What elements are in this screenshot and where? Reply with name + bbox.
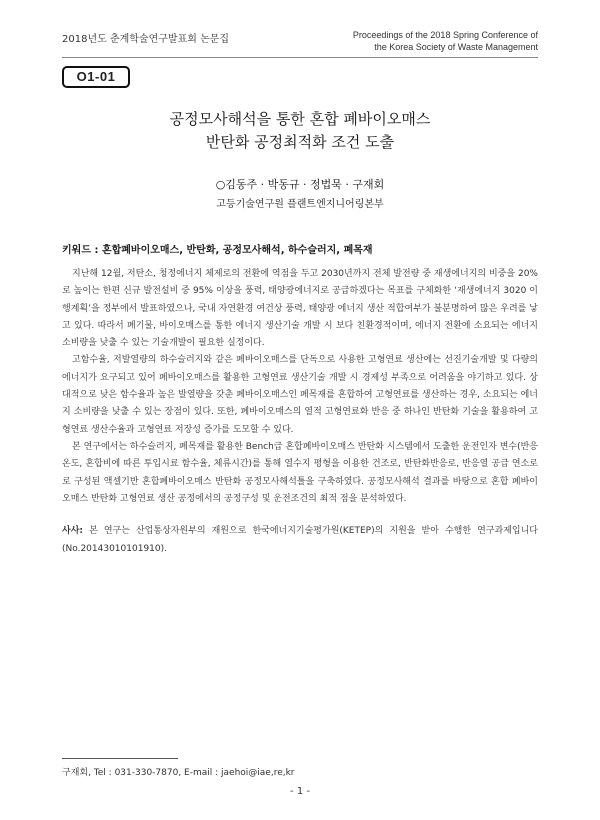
abstract-body (62, 266, 538, 508)
header-english-line2: the Korea Society of Waste Management (374, 42, 538, 52)
session-code-badge: O1-01 (62, 66, 130, 88)
page-number: - 1 - (290, 786, 310, 797)
paragraph-2: 고함수율, 저발열량의 하수슬러지와 같은 폐바이오매스를 단독으로 사용한 고형연료 생산에는 선진기술개발 및 다량의 에너지가 요구되고 있어 폐바이오매스를 활용한 고형연료 생산기술 개발 시 경제성 부족으로 어려움을 야기하고 있다. 상대적으로 낮은 함수율과 높은 발열량을 갖춘 폐바이오매스인 폐목재를 혼합하여 고형연료를 생산하는 경우, 소요되는 에너지 소비량을 낮출 수 있는 장점이 있다. 또한, 폐바이오매스의 열적 고형연료화 반응 중 하나인 반탄화 기술을 활용하여 고형연료 생산수율과 고형연료 저장성 증가를 도모할 수 있다. (62, 355, 538, 435)
header-divider (62, 57, 538, 58)
header-english-line1: Proceedings of the 2018 Spring Conference of (352, 30, 538, 40)
author-list: ○김동주 · 박동규 · 정법묵 · 구재회 (215, 178, 385, 191)
paragraph-3: 본 연구에서는 하수슬러지, 폐목재를 활용한 Bench급 혼합폐바이오매스 반탄화 시스템에서 도출한 운전인자 변수(반응온도, 혼합비에 따른 투입시료 함수율, 체류시간)를 통해 열수지 평형을 이용한 건조로, 반탄화반응로, 반응열 공급 연소로로 구성된 액셀기반 혼합폐바이오매스 반탄화 공정모사해석틀을 구축하였다. 공정모사해석 결과를 바탕으로 혼합 폐바이오매스 반탄화 고형연료 생산 공정에서의 공정구성 및 운전조건의 최적 점을 분석하였다. (62, 441, 538, 504)
corresponding-author-footnote: 구재회, Tel : 031-330-7870, E-mail : jaehoi@iae,re,kr (62, 768, 295, 778)
paragraph-1: 지난해 12월, 저탄소, 청정에너지 체제로의 전환에 역점을 두고 2030년까지 전체 발전량 중 재생에너지의 비중을 20%로 높이는 한편 신규 발전설비 중 95% 이상을 풍력, 태양광에너지로 공급하겠다는 목표를 구체화한 ‘재생에너지 3020 이행계획’을 정부에서 발표하였으나, 국내 자연환경 여건상 풍력, 태양광 에너지 생산 적합여부가 불분명하여 많은 우려를 낳고 있다. 따라서 폐기물, 바이오매스를 통한 에너지 생산기술 개발 시 보다 친환경적이며, 에너지 전환에 소요되는 에너지 소비량을 낮출 수 있는 기술개발이 필요한 실정이다. (62, 269, 538, 349)
title-line2: 반탄화 공정최적화 조건 도출 (205, 133, 395, 151)
acknowledgement-text: 본 연구는 산업통상자원부의 재원으로 한국에너지기술평가원(KETEP)의 지원을 받아 수행한 연구과제입니다(No.20143010101910). (62, 526, 538, 554)
keywords: 키워드 : 혼합폐바이오매스, 반탄화, 공정모사해석, 하수슬러지, 폐목재 (62, 245, 373, 256)
affiliation: 고등기술연구원 플랜트엔지니어링본부 (216, 199, 384, 210)
acknowledgement (62, 522, 538, 558)
paper-title (62, 108, 538, 154)
header-conference-english (353, 29, 538, 53)
header-conference-korean: 2018년도 춘계학술연구발표회 논문집 (62, 34, 230, 45)
title-line1: 공정모사해석을 통한 혼합 폐바이오매스 (169, 110, 431, 128)
acknowledgement-label: 사사: (62, 526, 83, 536)
footnote-divider (62, 758, 178, 759)
